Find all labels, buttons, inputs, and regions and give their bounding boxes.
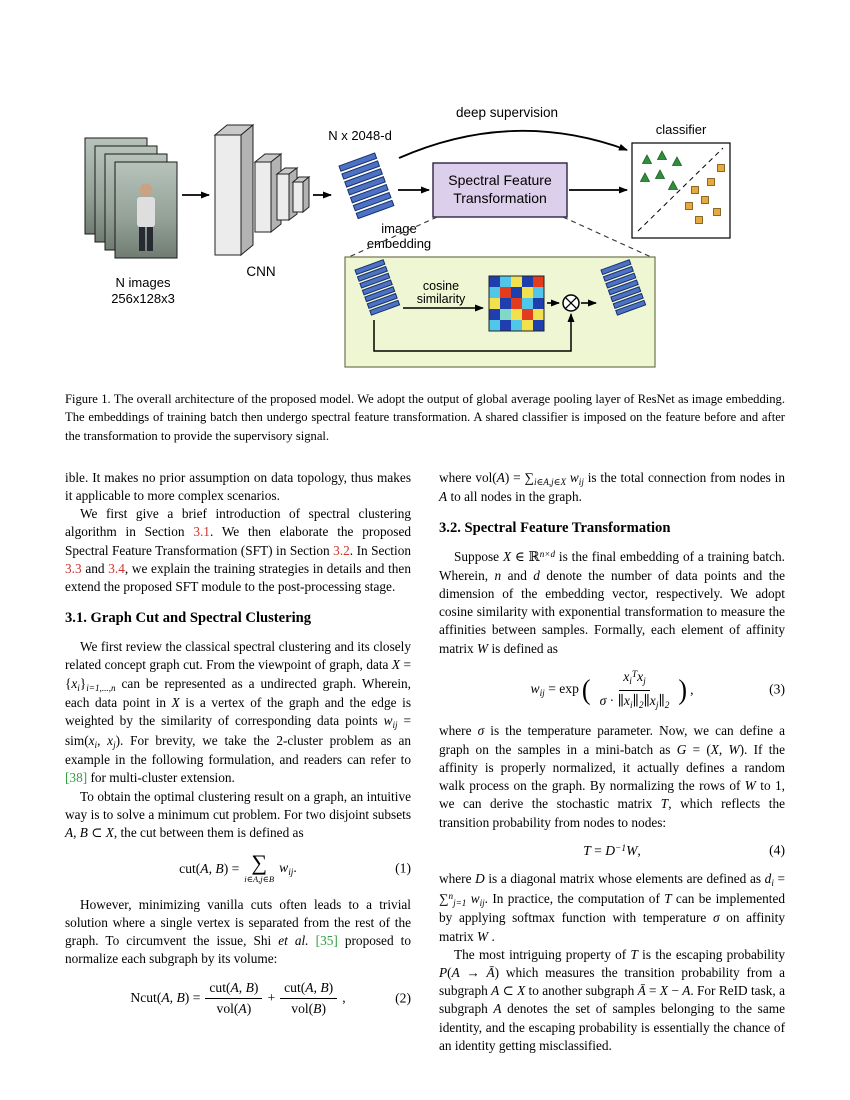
deep-supervision-arrow: [399, 131, 627, 158]
body-columns: [65, 469, 785, 1055]
paragraph: The most intriguing property of T is the escaping probability P(A → Ā) which measures the transition probability from a subgraph A ⊂ X to another subgraph Ā = X − A. For ReID task, a subgraph A denotes the set of samples belonging to the same identity, and the escaping probability is essentially the chance of an identity getting misclassified.: [439, 946, 785, 1053]
open-paren: (: [581, 673, 591, 706]
eq4-body: $T = D^{-1}W$,: [583, 842, 641, 858]
cnn-block: [215, 125, 309, 255]
equation-4: [439, 842, 785, 861]
paragraph: where σ is the temperature parameter. Now, we can define a graph on the samples in a mini-batch as G = (X, W). If the affinity is properly normalized, it actually defines a random walk process on the graph. By normalizing the rows of W to 1, we can derive the stochastic matrix T, which reflects the transition probability from nodes to nodes:: [439, 723, 786, 830]
ref-link[interactable]: 3.2: [333, 542, 350, 558]
classifier-label: classifier: [655, 122, 707, 137]
eq3-tail: ,: [690, 681, 694, 697]
cite-link[interactable]: [38]: [65, 770, 88, 786]
sft-label-2: Transformation: [453, 190, 547, 206]
equation-number: (3): [769, 681, 785, 697]
affinity-matrix: [489, 276, 544, 331]
paragraph: where D is a diagonal matrix whose elements are defined as $d_i = \sum^n_{j=1}$ $w_{ij}$. In practice, the computation of T can be implemented by applying softmax function with temperature σ on affinity matrix W .: [439, 871, 786, 944]
ref-link[interactable]: 3.3: [65, 560, 82, 576]
eq1-lhs: cut(A, B) =: [179, 860, 240, 876]
paragraph: Suppose X ∈ ℝ$^{n\times d}$ is the final embedding of a training batch. Wherein, n and d denote the number of data points and the dimension of the embedding vector, respectively. We adopt cosine similarity with exponential transformation to measure the affinities between samples. Formally, each element of affinity matrix W is defined as: [439, 549, 785, 656]
paragraph: We first review the classical spectral clustering and its closely related concept graph cut. From the viewpoint of graph, data $X = \{x_i\}_{i=1,...,n}$ can be represented as a undirected graph. Wherein, each data point in X is a vertex of the graph and the edge is weighted by the similarity of corresponding data points $w_{ij} = sim(x_i$, $x_j$). For brevity, we take the 2-cluster problem as an example in the following formulation, and readers can refer to [38] for multi-cluster extension.: [65, 639, 411, 786]
figure-1: [65, 100, 785, 375]
equation-3: [439, 668, 785, 713]
equation-1: [65, 852, 411, 886]
equation-number: (2): [395, 990, 411, 1006]
left-column: [65, 469, 411, 1055]
paragraph: ible. It makes no prior assumption on data topology, thus makes it applicable to more complex scenarios.: [65, 469, 411, 503]
equation-2: [65, 979, 411, 1019]
deep-supervision-label: deep supervision: [455, 105, 559, 120]
plus-sign: +: [267, 990, 276, 1006]
architecture-diagram: [65, 100, 785, 370]
sft-label-1: Spectral Feature: [448, 172, 552, 188]
fraction: $\frac{\text{cut(A, B)}}{\text{vol(A)}}$: [205, 979, 262, 1019]
cosine-similarity-label: cosine: [422, 279, 460, 293]
eq3-lhs: $w_{ij} = \exp$: [530, 680, 579, 699]
fraction: $\frac{x_i^Tx_j}{\sigma \cdot \parallel x_i\parallel_2\parallel x_j\parallel_2}$: [599, 668, 670, 711]
cosine-similarity-label-2: similarity: [416, 292, 466, 306]
eq1-rhs: $w_{ij}$.: [279, 859, 297, 878]
input-image-stack: [85, 138, 177, 258]
cnn-label: CNN: [246, 264, 276, 279]
right-column: [439, 469, 785, 1055]
image-embedding-label: image: [381, 221, 417, 236]
n-images-label: N images: [115, 275, 171, 290]
paragraph: To obtain the optimal clustering result on a graph, an intuitive way is to solve a minimum cut problem. For two disjoint subsets A, B ⊂ X, the cut between them is defined as: [65, 788, 411, 841]
sft-box: [433, 163, 567, 217]
equation-number: (4): [769, 842, 785, 858]
fraction: $\frac{\text{cut(A, B)}}{\text{vol(B)}}$: [280, 979, 337, 1019]
paragraph: We first give a brief introduction of spectral clustering algorithm in Section 3.1. We then elaborate the proposed Spectral Feature Transformation (SFT) in Section 3.2. In Section 3.3 and 3.4, we explain the training strategies in details and then extend the proposed SFT module to the post-processing stage.: [65, 506, 411, 594]
equation-number: (1): [395, 860, 411, 876]
figure-caption: Figure 1. The overall architecture of the proposed model. We adopt the output of global average pooling layer of ResNet as image embedding. The embeddings of training batch then undergo spectral feature transformation. A shared classifier is imposed on the feature before and after the transformation to provide the supervisory signal.: [65, 392, 785, 443]
ref-link[interactable]: 3.1: [193, 524, 210, 540]
image-size-label: 256x128x3: [111, 291, 175, 306]
image-embedding-label-2: embedding: [366, 236, 432, 251]
multiply-icon: [563, 295, 579, 311]
n2048-label: N x 2048-d: [328, 128, 392, 143]
eq2-tail: ,: [342, 990, 346, 1006]
section-3-1-heading: 3.1. Graph Cut and Spectral Clustering: [65, 610, 312, 627]
cite-link[interactable]: [35]: [315, 933, 338, 949]
eq2-lhs: Ncut(A, B) =: [130, 990, 201, 1006]
ref-link[interactable]: 3.4: [108, 560, 125, 576]
close-paren: ): [678, 673, 688, 706]
image-embedding-stack: [339, 153, 394, 219]
summation-symbol: ∑ i∈A,j∈B: [244, 850, 275, 885]
paragraph: where $vol(A) = \sum_{i\in A,j\in X}$ $w_{ij}$ is the total connection from nodes in A to all nodes in the graph.: [439, 469, 785, 505]
classifier-box: [632, 143, 730, 238]
paragraph: However, minimizing vanilla cuts often leads to a trivial solution where a single vertex is separated from the rest of the graph. To circumvent the issue, Shi et al. [35] proposed to normalize each subgraph by its volume:: [65, 896, 411, 967]
section-3-2-heading: 3.2. Spectral Feature Transformation: [439, 520, 671, 537]
